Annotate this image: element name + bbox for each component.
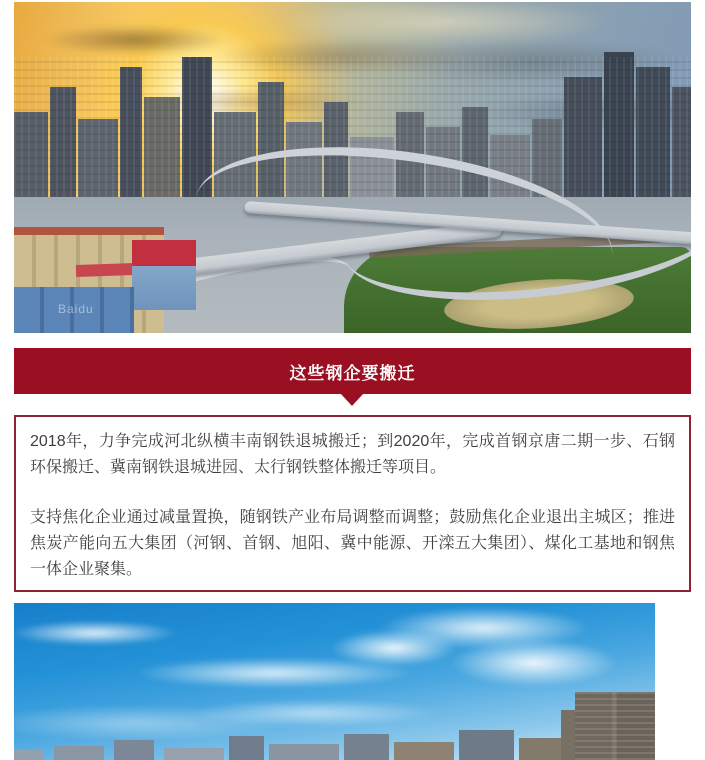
billboard-building — [132, 240, 196, 310]
building-silhouette — [14, 750, 44, 760]
building-silhouette — [394, 742, 454, 760]
building-silhouette — [50, 87, 76, 207]
building-silhouette — [269, 744, 339, 760]
distant-skyline — [14, 690, 655, 760]
article-box — [14, 415, 691, 592]
hero-photo — [14, 2, 691, 333]
article-paragraph: 2018年，力争完成河北纵横丰南钢铁退城搬迁；到2020年，完成首钢京唐二期一步、石钢环保搬迁、冀南钢铁退城进园、太行钢铁整体搬迁等项目。 — [30, 433, 675, 476]
building-silhouette — [164, 748, 224, 760]
building-silhouette — [120, 67, 142, 207]
article-paragraph: 支持焦化企业通过减量置换，随钢铁产业布局调整而调整；鼓励焦化企业退出主城区；推进焦炭产能向五大集团（河钢、首钢、旭阳、冀中能源、开滦五大集团）、煤化工基地和钢焦一体企业聚集。 — [30, 509, 675, 578]
building-silhouette — [344, 734, 389, 760]
building-silhouette — [229, 736, 264, 760]
footer-photo — [14, 603, 655, 760]
photo-watermark: Baidu — [58, 302, 94, 316]
banner-pointer-triangle — [341, 394, 363, 406]
building-silhouette — [14, 112, 48, 207]
building-silhouette — [78, 119, 118, 207]
building-silhouette — [54, 746, 104, 760]
tall-towers-right — [575, 692, 655, 760]
building-silhouette — [459, 730, 514, 760]
building-silhouette — [114, 740, 154, 760]
red-roof-building — [76, 263, 134, 277]
section-banner — [14, 348, 691, 394]
section-title: 这些钢企要搬迁 — [289, 363, 416, 383]
building-silhouette — [144, 97, 180, 207]
